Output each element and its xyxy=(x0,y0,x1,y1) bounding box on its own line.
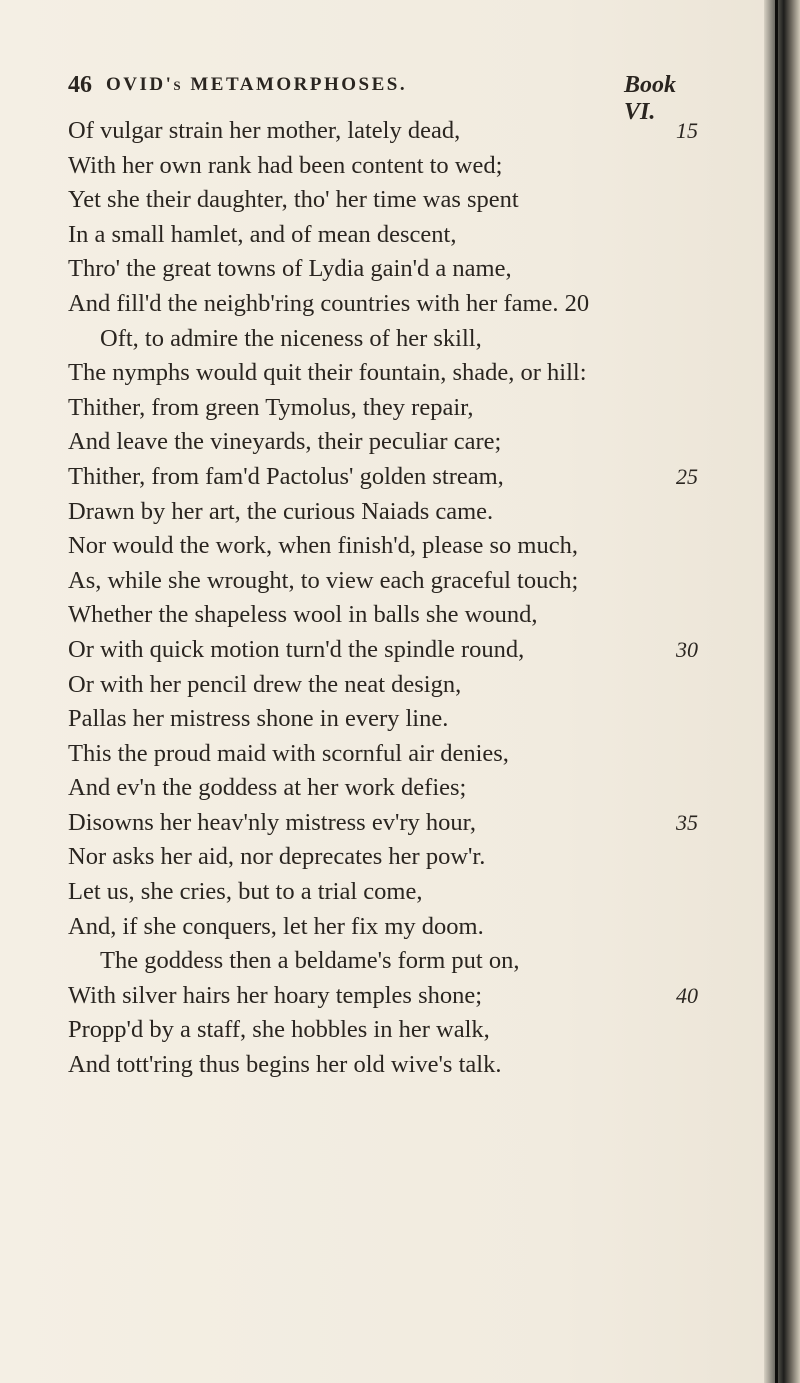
line-text: Whether the shapeless wool in balls she wound, xyxy=(68,601,538,629)
book-label: Book VI. xyxy=(624,72,677,125)
line-number: 25 xyxy=(676,463,698,489)
line-text: Disowns her heav'nly mistress ev'ry hour, xyxy=(68,808,476,836)
poem-line xyxy=(68,668,758,703)
line-text: As, while she wrought, to view each graceful touch; xyxy=(68,566,579,594)
poem-line xyxy=(68,425,758,460)
line-text: In a small hamlet, and of mean descent, xyxy=(68,220,457,248)
line-text: The goddess then a beldame's form put on, xyxy=(100,947,520,975)
running-title: OVID's METAMORPHOSES. xyxy=(106,74,408,95)
line-text: Or with her pencil drew the neat design, xyxy=(68,670,462,698)
poem-line xyxy=(68,564,758,599)
poem-line xyxy=(68,771,758,806)
line-text: Oft, to admire the niceness of her skill, xyxy=(100,324,482,352)
line-text: Or with quick motion turn'd the spindle round, xyxy=(68,635,525,663)
line-number: 30 xyxy=(676,636,698,662)
poem-text xyxy=(68,114,758,1083)
line-text: Thither, from green Tymolus, they repair, xyxy=(68,393,474,421)
line-number: 40 xyxy=(676,982,698,1008)
line-text: Propp'd by a staff, she hobbles in her walk, xyxy=(68,1016,490,1044)
poem-line xyxy=(68,183,758,218)
line-text: Let us, she cries, but to a trial come, xyxy=(68,878,423,906)
line-text: Drawn by her art, the curious Naiads came. xyxy=(68,497,494,525)
line-text: Thither, from fam'd Pactolus' golden stream, xyxy=(68,462,504,490)
poem-line xyxy=(68,149,758,184)
poem-line xyxy=(68,114,758,149)
line-text: With silver hairs her hoary temples shone; xyxy=(68,981,483,1009)
line-text: And, if she conquers, let her fix my doom. xyxy=(68,912,484,940)
line-text: Of vulgar strain her mother, lately dead, xyxy=(68,117,461,144)
poem-line xyxy=(68,460,758,495)
poem-line xyxy=(68,218,758,253)
poem-line xyxy=(68,495,758,530)
line-text: And ev'n the goddess at her work defies; xyxy=(68,774,467,802)
poem-line xyxy=(68,252,758,287)
line-text: Pallas her mistress shone in every line. xyxy=(68,705,449,733)
line-text: Thro' the great towns of Lydia gain'd a name, xyxy=(68,255,512,283)
poem-line xyxy=(68,702,758,737)
line-text: The nymphs would quit their fountain, shade, or hill: xyxy=(68,359,587,387)
line-text: Yet she their daughter, tho' her time was spent xyxy=(68,186,519,214)
line-text: And tott'ring thus begins her old wive's talk. xyxy=(68,1051,502,1079)
line-text: Nor asks her aid, nor deprecates her pow'r. xyxy=(68,843,486,871)
poem-line xyxy=(68,633,758,668)
poem-line xyxy=(68,356,758,391)
poem-line xyxy=(68,598,758,633)
poem-line xyxy=(68,979,758,1014)
poem-line xyxy=(68,1048,758,1083)
page-edge-line xyxy=(775,0,778,1383)
page-binding-edge xyxy=(764,0,800,1383)
poem-line xyxy=(68,391,758,426)
line-text: And leave the vineyards, their peculiar care; xyxy=(68,428,502,456)
poem-line xyxy=(68,840,758,875)
poem-line xyxy=(68,529,758,564)
line-text: This the proud maid with scornful air denies, xyxy=(68,739,509,767)
poem-line xyxy=(68,322,758,357)
poem-line xyxy=(68,287,758,322)
page-number: 46 xyxy=(68,72,92,98)
poem-line xyxy=(68,1013,758,1048)
line-number: 15 xyxy=(676,118,698,143)
poem-line xyxy=(68,737,758,772)
line-number: 35 xyxy=(676,809,698,835)
poem-line xyxy=(68,944,758,979)
line-text: Nor would the work, when finish'd, please so much, xyxy=(68,532,578,560)
line-text: And fill'd the neighb'ring countries with her fame. 20 xyxy=(68,289,590,317)
running-header xyxy=(68,72,708,125)
poem-line xyxy=(68,910,758,945)
poem-line xyxy=(68,806,758,841)
poem-line xyxy=(68,875,758,910)
line-text: With her own rank had been content to wed; xyxy=(68,151,503,179)
